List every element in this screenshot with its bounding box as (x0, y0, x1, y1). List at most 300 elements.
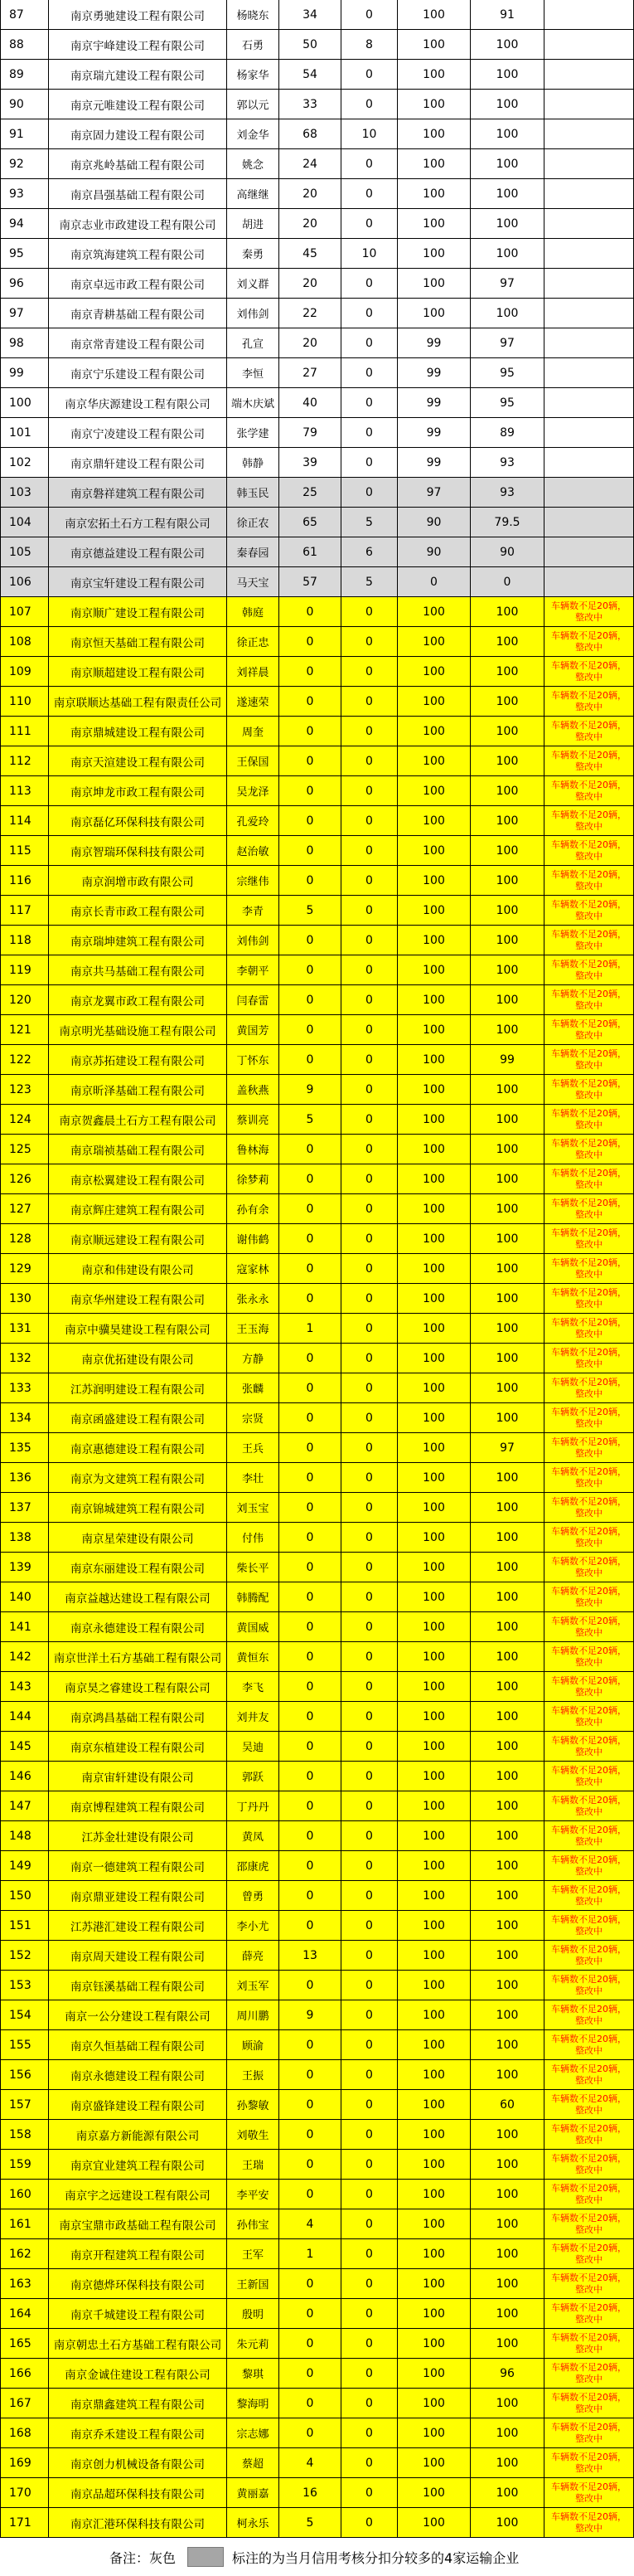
company-name: 南京东植建设工程有限公司 (49, 1732, 227, 1761)
table-row (0, 1821, 634, 1851)
row-number: 105 (0, 537, 49, 566)
value-cell-4: 99 (471, 1045, 544, 1074)
row-number: 138 (0, 1523, 49, 1552)
table-row (0, 1702, 634, 1732)
remark-cell: 车辆数不足20辆，整改中 (544, 1075, 634, 1104)
contact-name: 吴龙泽 (227, 776, 279, 805)
contact-name: 孙黎敏 (227, 2090, 279, 2119)
value-cell-2: 0 (341, 1971, 398, 2000)
value-cell-4: 100 (471, 30, 544, 59)
value-cell-2: 0 (341, 1373, 398, 1402)
value-cell-4: 100 (471, 1403, 544, 1432)
company-name: 南京联顺达基础工程有限责任公司 (49, 687, 227, 716)
contact-name: 李飞 (227, 1672, 279, 1701)
contact-name: 丁怀东 (227, 1045, 279, 1074)
company-name: 南京恒天基础工程有限公司 (49, 627, 227, 656)
value-cell-4: 100 (471, 1732, 544, 1761)
value-cell-1: 0 (279, 1135, 341, 1164)
value-cell-4: 100 (471, 1612, 544, 1641)
remark-cell: 车辆数不足20辆，整改中 (544, 2239, 634, 2268)
value-cell-4: 100 (471, 2120, 544, 2149)
contact-name: 王玉海 (227, 1314, 279, 1343)
value-cell-1: 0 (279, 1791, 341, 1820)
value-cell-1: 34 (279, 0, 341, 29)
value-cell-2: 0 (341, 1821, 398, 1850)
value-cell-4: 100 (471, 1553, 544, 1582)
row-number: 151 (0, 1911, 49, 1940)
value-cell-3: 100 (398, 1164, 471, 1193)
value-cell-4: 100 (471, 2329, 544, 2358)
table-row (0, 2418, 634, 2448)
value-cell-2: 0 (341, 2389, 398, 2418)
company-name: 南京宁凌建设工程有限公司 (49, 418, 227, 447)
table-row (0, 1493, 634, 1523)
table-row (0, 2478, 634, 2508)
table-row (0, 209, 634, 239)
remark-cell: 车辆数不足20辆，整改中 (544, 1344, 634, 1373)
company-name: 南京贺鑫晨土石方工程有限公司 (49, 1105, 227, 1134)
value-cell-3: 99 (398, 358, 471, 387)
remark-cell: 车辆数不足20辆，整改中 (544, 1851, 634, 1880)
value-cell-4: 93 (471, 448, 544, 477)
row-number: 152 (0, 1941, 49, 1970)
remark-cell (544, 478, 634, 507)
value-cell-2: 0 (341, 1672, 398, 1701)
gray-swatch (187, 2547, 224, 2567)
value-cell-3: 100 (398, 866, 471, 895)
table-row (0, 627, 634, 657)
value-cell-1: 0 (279, 2120, 341, 2149)
table-row (0, 1105, 634, 1135)
row-number: 161 (0, 2209, 49, 2238)
value-cell-3: 100 (398, 1881, 471, 1910)
value-cell-2: 0 (341, 1642, 398, 1671)
value-cell-1: 0 (279, 1582, 341, 1611)
value-cell-4: 100 (471, 1762, 544, 1791)
table-row (0, 149, 634, 179)
contact-name: 郭跃 (227, 1762, 279, 1791)
row-number: 170 (0, 2478, 49, 2507)
company-name: 南京和伟建设有限公司 (49, 1254, 227, 1283)
value-cell-3: 100 (398, 1642, 471, 1671)
row-number: 121 (0, 1015, 49, 1044)
row-number: 89 (0, 60, 49, 89)
value-cell-4: 100 (471, 2299, 544, 2328)
value-cell-3: 100 (398, 0, 471, 29)
table-row (0, 90, 634, 119)
row-number: 117 (0, 896, 49, 925)
row-number: 101 (0, 418, 49, 447)
value-cell-2: 0 (341, 2030, 398, 2059)
remark-cell: 车辆数不足20辆，整改中 (544, 776, 634, 805)
table-row (0, 866, 634, 896)
value-cell-3: 100 (398, 2180, 471, 2209)
value-cell-3: 100 (398, 2448, 471, 2477)
contact-name: 丁丹丹 (227, 1791, 279, 1820)
value-cell-2: 0 (341, 806, 398, 835)
contact-name: 吴迪 (227, 1732, 279, 1761)
value-cell-1: 0 (279, 717, 341, 746)
contact-name: 刘玉军 (227, 1971, 279, 2000)
table-row (0, 2359, 634, 2389)
value-cell-4: 100 (471, 2150, 544, 2179)
value-cell-2: 0 (341, 2239, 398, 2268)
value-cell-3: 100 (398, 1314, 471, 1343)
contact-name: 王兵 (227, 1433, 279, 1462)
value-cell-2: 0 (341, 746, 398, 775)
remark-cell (544, 149, 634, 178)
value-cell-3: 100 (398, 985, 471, 1014)
value-cell-4: 100 (471, 2000, 544, 2029)
table-row (0, 1403, 634, 1433)
row-number: 128 (0, 1224, 49, 1253)
remark-cell: 车辆数不足20辆，整改中 (544, 926, 634, 955)
remark-cell: 车辆数不足20辆，整改中 (544, 2120, 634, 2149)
value-cell-1: 5 (279, 2508, 341, 2537)
row-number: 164 (0, 2299, 49, 2328)
value-cell-4: 95 (471, 358, 544, 387)
contact-name: 刘玉宝 (227, 1493, 279, 1522)
value-cell-2: 10 (341, 119, 398, 148)
company-name: 南京昕泽基础工程有限公司 (49, 1075, 227, 1104)
value-cell-3: 100 (398, 2508, 471, 2537)
table-row (0, 2150, 634, 2180)
value-cell-3: 100 (398, 2389, 471, 2418)
table-row (0, 1851, 634, 1881)
remark-cell: 车辆数不足20辆，整改中 (544, 1762, 634, 1791)
contact-name: 周奎 (227, 717, 279, 746)
contact-name: 方静 (227, 1344, 279, 1373)
table-row (0, 30, 634, 60)
value-cell-1: 4 (279, 2448, 341, 2477)
value-cell-2: 0 (341, 1015, 398, 1044)
table-row (0, 1075, 634, 1105)
value-cell-4: 100 (471, 1642, 544, 1671)
contact-name: 李青 (227, 896, 279, 925)
row-number: 162 (0, 2239, 49, 2268)
table-row (0, 60, 634, 90)
value-cell-3: 100 (398, 746, 471, 775)
company-name: 南京华州建设工程有限公司 (49, 1284, 227, 1313)
table-row (0, 2448, 634, 2478)
company-name: 南京鼎轩建设工程有限公司 (49, 448, 227, 477)
value-cell-3: 100 (398, 1612, 471, 1641)
company-name: 南京鸿昌基础工程有限公司 (49, 1702, 227, 1731)
contact-name: 李壮 (227, 1463, 279, 1492)
value-cell-1: 4 (279, 2209, 341, 2238)
remark-cell: 车辆数不足20辆，整改中 (544, 1403, 634, 1432)
value-cell-1: 0 (279, 2030, 341, 2059)
company-name: 南京坤龙市政工程有限公司 (49, 776, 227, 805)
row-number: 130 (0, 1284, 49, 1313)
value-cell-1: 0 (279, 2359, 341, 2388)
value-cell-2: 0 (341, 2120, 398, 2149)
company-name: 南京一德建筑工程有限公司 (49, 1851, 227, 1880)
row-number: 111 (0, 717, 49, 746)
value-cell-2: 0 (341, 1911, 398, 1940)
value-cell-2: 0 (341, 1791, 398, 1820)
value-cell-1: 0 (279, 1463, 341, 1492)
value-cell-1: 0 (279, 1672, 341, 1701)
value-cell-3: 100 (398, 1971, 471, 2000)
remark-cell: 车辆数不足20辆，整改中 (544, 1821, 634, 1850)
value-cell-4: 100 (471, 1672, 544, 1701)
value-cell-1: 20 (279, 179, 341, 208)
value-cell-3: 100 (398, 1373, 471, 1402)
value-cell-1: 0 (279, 806, 341, 835)
contact-name: 郭以元 (227, 90, 279, 119)
value-cell-2: 0 (341, 1433, 398, 1462)
value-cell-1: 0 (279, 2269, 341, 2298)
value-cell-3: 99 (398, 388, 471, 417)
company-name: 南京德益建设工程有限公司 (49, 537, 227, 566)
value-cell-4: 100 (471, 1463, 544, 1492)
value-cell-3: 100 (398, 2060, 471, 2089)
value-cell-2: 0 (341, 657, 398, 686)
value-cell-1: 1 (279, 2239, 341, 2268)
remark-cell: 车辆数不足20辆，整改中 (544, 1941, 634, 1970)
value-cell-4: 100 (471, 866, 544, 895)
remark-cell: 车辆数不足20辆，整改中 (544, 806, 634, 835)
value-cell-3: 100 (398, 1015, 471, 1044)
table-row (0, 388, 634, 418)
value-cell-3: 100 (398, 926, 471, 955)
value-cell-2: 0 (341, 1105, 398, 1134)
company-name: 南京筑海建筑工程有限公司 (49, 239, 227, 268)
remark-cell (544, 269, 634, 298)
value-cell-3: 100 (398, 2269, 471, 2298)
row-number: 131 (0, 1314, 49, 1343)
company-name: 南京勇驰建设工程有限公司 (49, 0, 227, 29)
remark-cell: 车辆数不足20辆，整改中 (544, 1523, 634, 1552)
row-number: 123 (0, 1075, 49, 1104)
value-cell-2: 0 (341, 1612, 398, 1641)
value-cell-2: 0 (341, 1762, 398, 1791)
contact-name: 曾勇 (227, 1881, 279, 1910)
company-name: 南京磐祥建筑工程有限公司 (49, 478, 227, 507)
table-row (0, 358, 634, 388)
company-name: 南京为文建筑工程有限公司 (49, 1463, 227, 1492)
value-cell-3: 100 (398, 1732, 471, 1761)
remark-cell: 车辆数不足20辆，整改中 (544, 1194, 634, 1223)
company-name: 南京东丽建设工程有限公司 (49, 1553, 227, 1582)
value-cell-1: 0 (279, 1881, 341, 1910)
value-cell-2: 0 (341, 0, 398, 29)
value-cell-1: 61 (279, 537, 341, 566)
value-cell-3: 100 (398, 1582, 471, 1611)
table-row (0, 299, 634, 328)
company-name: 南京品超环保科技有限公司 (49, 2478, 227, 2507)
contact-name: 王军 (227, 2239, 279, 2268)
value-cell-1: 20 (279, 269, 341, 298)
table-row (0, 1015, 634, 1045)
value-cell-3: 100 (398, 2000, 471, 2029)
remark-cell: 车辆数不足20辆，整改中 (544, 2448, 634, 2477)
value-cell-1: 0 (279, 2090, 341, 2119)
value-cell-1: 0 (279, 1224, 341, 1253)
contact-name: 李恒 (227, 358, 279, 387)
value-cell-4: 100 (471, 687, 544, 716)
company-name: 南京久恒基础工程有限公司 (49, 2030, 227, 2059)
value-cell-4: 100 (471, 1075, 544, 1104)
company-name: 南京龙翼市政工程有限公司 (49, 985, 227, 1014)
value-cell-1: 20 (279, 209, 341, 238)
table-row (0, 1284, 634, 1314)
value-cell-3: 100 (398, 597, 471, 626)
value-cell-2: 0 (341, 60, 398, 89)
value-cell-1: 0 (279, 2329, 341, 2358)
legend-note (0, 2538, 634, 2576)
contact-name: 孔宣 (227, 328, 279, 357)
remark-cell (544, 239, 634, 268)
value-cell-2: 0 (341, 388, 398, 417)
value-cell-2: 0 (341, 299, 398, 328)
company-name: 南京朝忠土石方基础工程有限公司 (49, 2329, 227, 2358)
company-name: 南京宇峰建设工程有限公司 (49, 30, 227, 59)
company-name: 南京永德建设工程有限公司 (49, 2060, 227, 2089)
company-name: 南京宁乐建设工程有限公司 (49, 358, 227, 387)
remark-cell (544, 119, 634, 148)
value-cell-2: 0 (341, 448, 398, 477)
row-number: 122 (0, 1045, 49, 1074)
company-name: 南京宏拓土石方工程有限公司 (49, 508, 227, 537)
contact-name: 张学建 (227, 418, 279, 447)
value-cell-2: 0 (341, 179, 398, 208)
row-number: 124 (0, 1105, 49, 1134)
table-row (0, 1881, 634, 1911)
value-cell-1: 0 (279, 1433, 341, 1462)
table-row (0, 328, 634, 358)
remark-cell: 车辆数不足20辆，整改中 (544, 1612, 634, 1641)
remark-cell: 车辆数不足20辆，整改中 (544, 896, 634, 925)
row-number: 140 (0, 1582, 49, 1611)
value-cell-3: 100 (398, 627, 471, 656)
contact-name: 杨晓东 (227, 0, 279, 29)
contact-name: 宗志娜 (227, 2418, 279, 2447)
contact-name: 柯永乐 (227, 2508, 279, 2537)
company-name: 南京德烨环保科技有限公司 (49, 2269, 227, 2298)
value-cell-3: 99 (398, 448, 471, 477)
remark-cell: 车辆数不足20辆，整改中 (544, 1045, 634, 1074)
value-cell-3: 100 (398, 239, 471, 268)
value-cell-2: 0 (341, 866, 398, 895)
remark-cell (544, 537, 634, 566)
value-cell-3: 100 (398, 1254, 471, 1283)
value-cell-3: 100 (398, 776, 471, 805)
value-cell-4: 100 (471, 1344, 544, 1373)
value-cell-1: 0 (279, 1254, 341, 1283)
row-number: 158 (0, 2120, 49, 2149)
company-name: 南京松翼建设工程有限公司 (49, 1164, 227, 1193)
company-name: 南京鼎亚建设工程有限公司 (49, 1881, 227, 1910)
value-cell-3: 100 (398, 1911, 471, 1940)
table-row (0, 1941, 634, 1971)
value-cell-4: 100 (471, 179, 544, 208)
value-cell-4: 89 (471, 418, 544, 447)
company-name: 南京宝鼎市政基础工程有限公司 (49, 2209, 227, 2238)
value-cell-2: 0 (341, 2508, 398, 2537)
company-name: 南京苏拓建设工程有限公司 (49, 1045, 227, 1074)
remark-cell: 车辆数不足20辆，整改中 (544, 1881, 634, 1910)
table-row (0, 806, 634, 836)
value-cell-1: 0 (279, 2060, 341, 2089)
value-cell-1: 0 (279, 1344, 341, 1373)
value-cell-4: 100 (471, 955, 544, 984)
value-cell-4: 100 (471, 2508, 544, 2537)
company-name: 南京宙轩建设有限公司 (49, 1762, 227, 1791)
remark-cell: 车辆数不足20辆，整改中 (544, 2030, 634, 2059)
value-cell-3: 100 (398, 1493, 471, 1522)
value-cell-2: 0 (341, 90, 398, 119)
company-name: 南京瑞亢建设工程有限公司 (49, 60, 227, 89)
row-number: 90 (0, 90, 49, 119)
value-cell-3: 100 (398, 299, 471, 328)
remark-cell: 车辆数不足20辆，整改中 (544, 2359, 634, 2388)
value-cell-4: 100 (471, 806, 544, 835)
row-number: 137 (0, 1493, 49, 1522)
value-cell-1: 0 (279, 687, 341, 716)
value-cell-4: 100 (471, 1105, 544, 1134)
row-number: 146 (0, 1762, 49, 1791)
row-number: 92 (0, 149, 49, 178)
table-row (0, 269, 634, 299)
contact-name: 刘祥晨 (227, 657, 279, 686)
remark-cell: 车辆数不足20辆，整改中 (544, 2299, 634, 2328)
value-cell-4: 100 (471, 1941, 544, 1970)
value-cell-4: 100 (471, 926, 544, 955)
table-row (0, 1911, 634, 1941)
row-number: 94 (0, 209, 49, 238)
row-number: 103 (0, 478, 49, 507)
value-cell-3: 100 (398, 1135, 471, 1164)
company-name: 南京周天建设工程有限公司 (49, 1941, 227, 1970)
company-name: 南京元唯建设工程有限公司 (49, 90, 227, 119)
contact-name: 韩庭 (227, 597, 279, 626)
value-cell-2: 0 (341, 1224, 398, 1253)
company-name: 南京鼎鑫建筑工程有限公司 (49, 2389, 227, 2418)
contact-name: 周川鹏 (227, 2000, 279, 2029)
contact-name: 秦春园 (227, 537, 279, 566)
value-cell-2: 6 (341, 537, 398, 566)
remark-cell: 车辆数不足20辆，整改中 (544, 1254, 634, 1283)
value-cell-3: 100 (398, 1941, 471, 1970)
value-cell-1: 54 (279, 60, 341, 89)
value-cell-4: 100 (471, 657, 544, 686)
value-cell-2: 0 (341, 2478, 398, 2507)
contact-name: 徐正农 (227, 508, 279, 537)
value-cell-3: 100 (398, 1672, 471, 1701)
value-cell-4: 100 (471, 1702, 544, 1731)
remark-cell (544, 90, 634, 119)
table-row (0, 2120, 634, 2150)
row-number: 139 (0, 1553, 49, 1582)
value-cell-1: 50 (279, 30, 341, 59)
value-cell-3: 100 (398, 149, 471, 178)
value-cell-2: 0 (341, 1164, 398, 1193)
contact-name: 秦勇 (227, 239, 279, 268)
value-cell-1: 0 (279, 776, 341, 805)
row-number: 118 (0, 926, 49, 955)
value-cell-3: 100 (398, 1821, 471, 1850)
value-cell-2: 0 (341, 896, 398, 925)
table-row (0, 1194, 634, 1224)
table-row (0, 508, 634, 537)
value-cell-4: 100 (471, 597, 544, 626)
value-cell-3: 100 (398, 1702, 471, 1731)
table-row (0, 2060, 634, 2090)
contact-name: 李平安 (227, 2180, 279, 2209)
contact-name: 蔡训亮 (227, 1105, 279, 1134)
